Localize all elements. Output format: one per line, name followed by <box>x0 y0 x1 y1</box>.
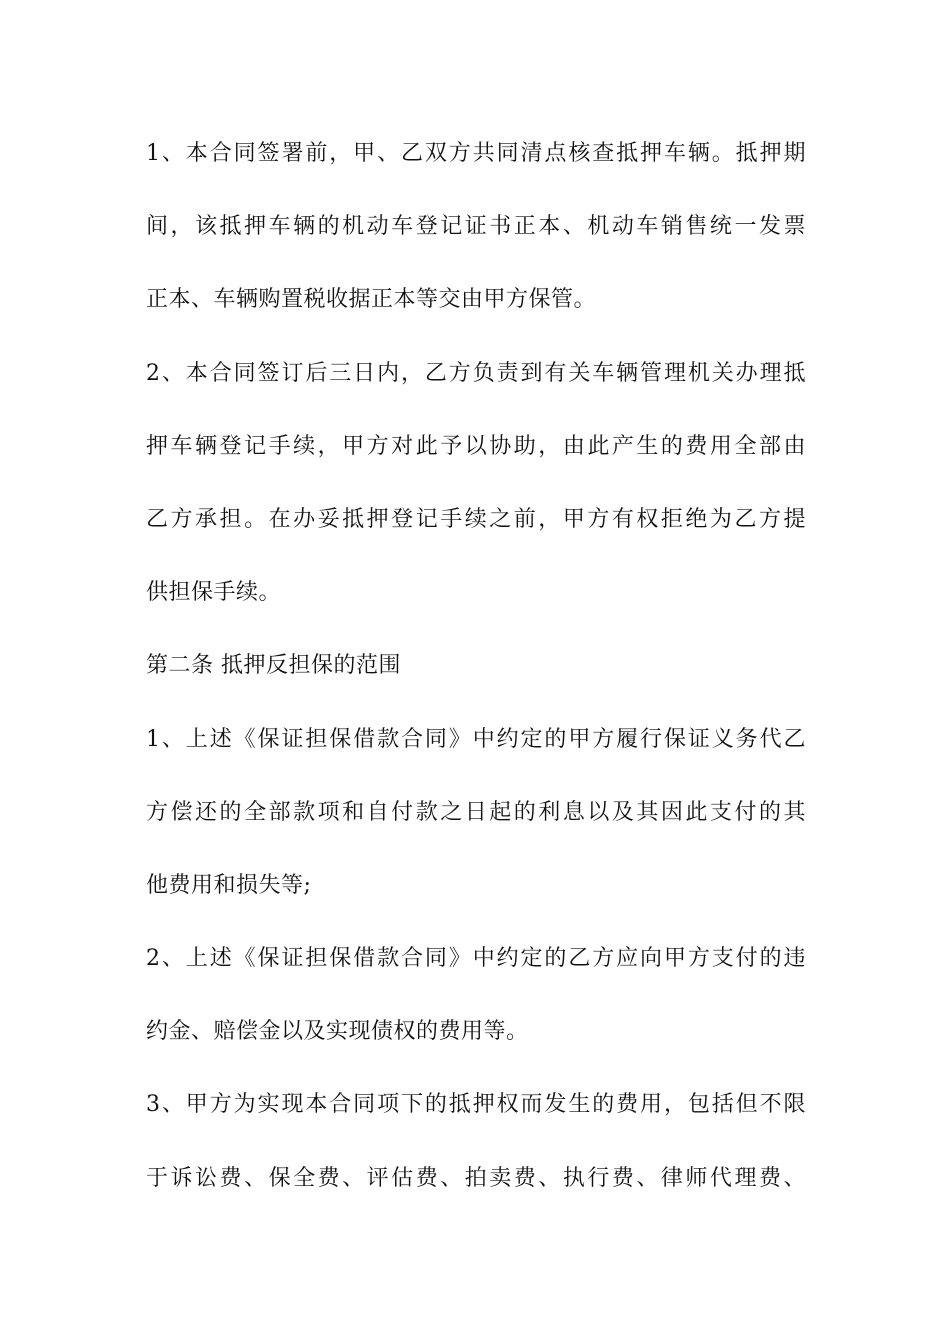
text-line: 正本、车辆购置税收据正本等交由甲方保管。 <box>146 287 597 313</box>
contract-text <box>146 130 806 1228</box>
text-line: 押车辆登记手续，甲方对此予以协助，由此产生的费用全部由 <box>146 433 806 459</box>
text-line: 他费用和损失等; <box>146 872 312 898</box>
text-line: 供担保手续。 <box>146 580 282 606</box>
section-heading: 第二条 抵押反担保的范围 <box>146 653 401 679</box>
text-line: 2、本合同签订后三日内，乙方负责到有关车辆管理机关办理抵 <box>146 360 806 386</box>
text-line: 于诉讼费、保全费、评估费、拍卖费、执行费、律师代理费、 <box>146 1165 806 1191</box>
text-line: 1、上述《保证担保借款合同》中约定的甲方履行保证义务代乙 <box>146 726 806 752</box>
text-line: 2、上述《保证担保借款合同》中约定的乙方应向甲方支付的违 <box>146 946 806 972</box>
text-line: 乙方承担。在办妥抵押登记手续之前，甲方有权拒绝为乙方提 <box>146 506 806 532</box>
text-line: 间，该抵押车辆的机动车登记证书正本、机动车销售统一发票 <box>146 214 806 240</box>
text-line: 3、甲方为实现本合同项下的抵押权而发生的费用，包括但不限 <box>146 1092 806 1118</box>
text-line: 约金、赔偿金以及实现债权的费用等。 <box>146 1019 529 1045</box>
text-line: 1、本合同签署前，甲、乙双方共同清点核查抵押车辆。抵押期 <box>146 141 806 166</box>
text-line: 方偿还的全部款项和自付款之日起的利息以及其因此支付的其 <box>146 799 806 825</box>
